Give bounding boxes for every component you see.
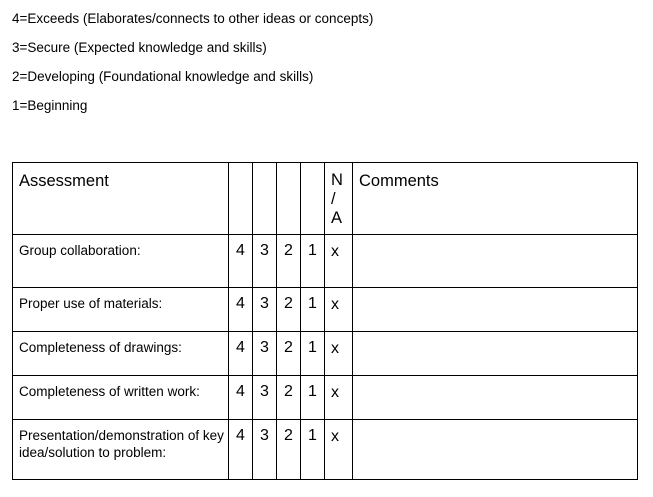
comments-header: Comments — [353, 163, 638, 235]
score-option-2[interactable]: 2 — [277, 235, 301, 288]
na-option[interactable]: x — [325, 235, 353, 288]
na-option[interactable]: x — [325, 332, 353, 376]
legend-item-2: 2=Developing (Foundational knowledge and skills) — [12, 69, 314, 84]
table-header-row — [13, 163, 638, 235]
na-option[interactable]: x — [325, 420, 353, 480]
score-option-4[interactable]: 4 — [229, 235, 253, 288]
table-row — [13, 235, 638, 288]
score-option-2[interactable]: 2 — [277, 376, 301, 420]
score-option-3[interactable]: 3 — [253, 376, 277, 420]
score-option-3[interactable]: 3 — [253, 420, 277, 480]
score-option-4[interactable]: 4 — [229, 288, 253, 332]
score-option-1[interactable]: 1 — [301, 235, 325, 288]
na-header — [325, 163, 353, 235]
score-option-3[interactable]: 3 — [253, 332, 277, 376]
score-option-4[interactable]: 4 — [229, 376, 253, 420]
assessment-rubric-table — [12, 162, 638, 480]
score-header-cell — [253, 163, 277, 235]
score-header-cell — [277, 163, 301, 235]
score-option-3[interactable]: 3 — [253, 235, 277, 288]
comment-cell[interactable] — [353, 376, 638, 420]
score-option-1[interactable]: 1 — [301, 288, 325, 332]
criterion-label: Presentation/demonstration of key idea/solution to problem: — [13, 420, 229, 480]
score-option-4[interactable]: 4 — [229, 420, 253, 480]
assessment-header: Assessment — [13, 163, 229, 235]
score-option-1[interactable]: 1 — [301, 376, 325, 420]
score-header-cell — [301, 163, 325, 235]
score-option-3[interactable]: 3 — [253, 288, 277, 332]
score-option-4[interactable]: 4 — [229, 332, 253, 376]
na-header-line: N — [331, 171, 343, 189]
criterion-label: Proper use of materials: — [13, 288, 229, 332]
criterion-label: Completeness of drawings: — [13, 332, 229, 376]
table-row — [13, 332, 638, 376]
table-row — [13, 376, 638, 420]
legend-item-4: 4=Exceeds (Elaborates/connects to other ideas or concepts) — [12, 11, 374, 26]
score-header-cell — [229, 163, 253, 235]
legend-item-3: 3=Secure (Expected knowledge and skills) — [12, 40, 267, 55]
score-option-2[interactable]: 2 — [277, 332, 301, 376]
na-header-line: A — [331, 209, 343, 227]
criterion-label: Completeness of written work: — [13, 376, 229, 420]
comment-cell[interactable] — [353, 288, 638, 332]
score-option-2[interactable]: 2 — [277, 288, 301, 332]
na-option[interactable]: x — [325, 376, 353, 420]
comment-cell[interactable] — [353, 332, 638, 376]
na-header-line: / — [331, 190, 336, 208]
legend-item-1: 1=Beginning — [12, 98, 88, 113]
table-row — [13, 420, 638, 480]
table-row — [13, 288, 638, 332]
score-option-1[interactable]: 1 — [301, 420, 325, 480]
comment-cell[interactable] — [353, 420, 638, 480]
na-option[interactable]: x — [325, 288, 353, 332]
score-option-1[interactable]: 1 — [301, 332, 325, 376]
comment-cell[interactable] — [353, 235, 638, 288]
score-option-2[interactable]: 2 — [277, 420, 301, 480]
criterion-label: Group collaboration: — [13, 235, 229, 288]
